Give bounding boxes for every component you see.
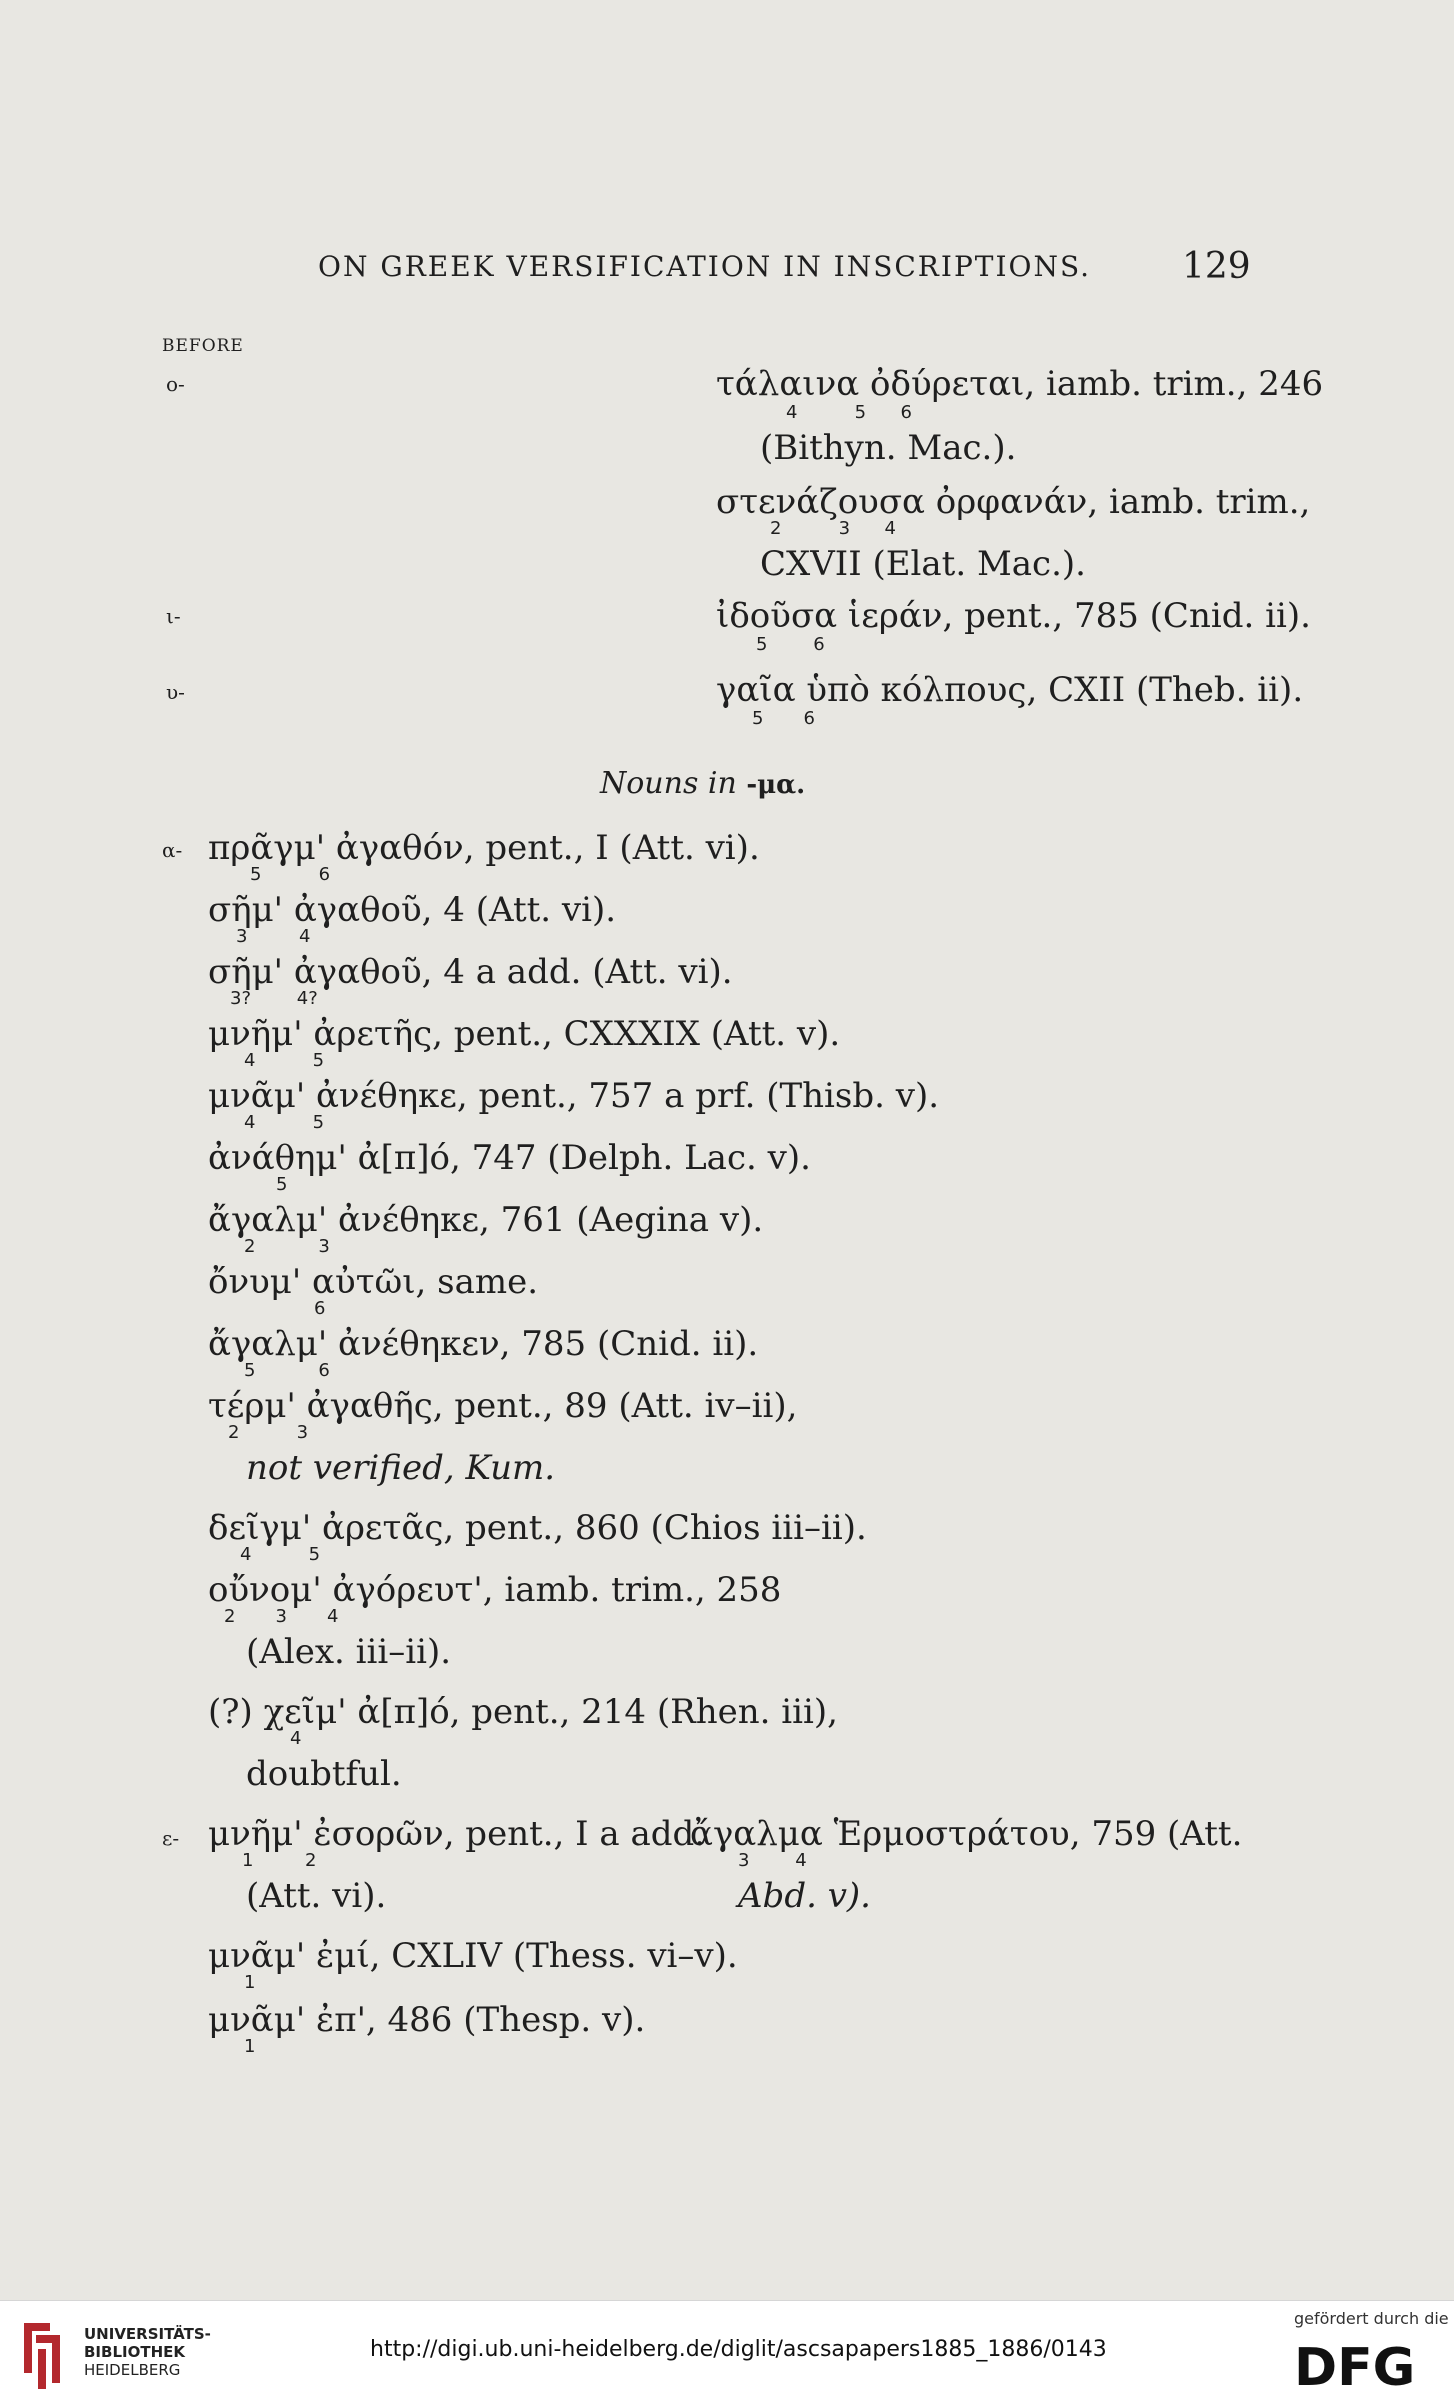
entry-line: τάλαινα ὀδύρεται, iamb. trim., 246 (716, 364, 1324, 404)
syllable-numbers: 4 5 (240, 1544, 321, 1565)
university-library-logo-icon (14, 2313, 74, 2393)
entry-line: ἄγαλμ' ἀνέθηκε, 761 (Aegina v). (208, 1200, 764, 1240)
syllable-numbers: 5 6 (756, 634, 825, 655)
dfg-logo-text: DFG (1294, 2338, 1416, 2395)
library-name-line: UNIVERSITÄTS- (84, 2325, 211, 2343)
syllable-numbers: 1 (244, 1972, 256, 1993)
entry-continuation: (Att. vi). (246, 1876, 387, 1916)
entry-line: ἀνάθημ' ἀ[π]ό, 747 (Delph. Lac. v). (208, 1138, 811, 1178)
entry-line: σῆμ' ἀγαθοῦ, 4 a add. (Att. vi). (208, 952, 733, 992)
entry-line: ἄγαλμα Ἑρμοστράτου, 759 (Att. (690, 1814, 1243, 1854)
entry-line: μνᾶμ' ἀνέθηκε, pent., 757 a prf. (Thisb. v). (208, 1076, 940, 1116)
library-name-line: HEIDELBERG (84, 2361, 181, 2379)
funded-by-label: gefördert durch die (1294, 2309, 1449, 2328)
dfg-logo-icon (1294, 2335, 1444, 2395)
entry-line: μνᾶμ' ἐπ', 486 (Thesp. v). (208, 2000, 646, 2040)
entry-line: γαῖα ὑπὸ κόλπους, CXII (Theb. ii). (716, 670, 1304, 710)
syllable-numbers: 1 2 (242, 1850, 317, 1871)
library-name (84, 2325, 211, 2379)
running-header: ON GREEK VERSIFICATION IN INSCRIPTIONS. (318, 250, 1092, 283)
syllable-numbers: 5 6 (250, 864, 331, 885)
syllable-numbers: 5 (276, 1174, 288, 1195)
entry-line: μνᾶμ' ἐμί, CXLIV (Thess. vi–v). (208, 1936, 738, 1976)
syllable-numbers: 4 5 6 (786, 402, 912, 423)
syllable-numbers: 1 (244, 2036, 256, 2057)
entry-line: οὔνομ' ἀγόρευτ', iamb. trim., 258 (208, 1570, 782, 1610)
viewer-footer (0, 2300, 1454, 2406)
entry-line: ἰδοῦσα ἱεράν, pent., 785 (Cnid. ii). (716, 596, 1311, 636)
vowel-tag-o: o- (166, 372, 185, 396)
syllable-numbers: 3 4 (236, 926, 311, 947)
permalink-url[interactable]: http://digi.ub.uni-heidelberg.de/diglit/ascsapapers1885_1886/0143 (370, 2337, 1107, 2362)
syllable-numbers: 3 4 (738, 1850, 807, 1871)
library-name-line: BIBLIOTHEK (84, 2343, 185, 2361)
vowel-tag-i: ι- (166, 604, 181, 628)
syllable-numbers: 2 3 4 (224, 1606, 339, 1627)
syllable-numbers: 4 5 (244, 1050, 325, 1071)
syllable-numbers: 5 6 (752, 708, 815, 729)
page-number: 129 (1182, 246, 1251, 287)
syllable-numbers: 2 3 (228, 1422, 309, 1443)
before-label: BEFORE (162, 336, 244, 356)
section-heading-suffix: -μα. (746, 770, 806, 800)
entry-line: στενάζουσα ὀρφανάν, iamb. trim., (716, 482, 1311, 522)
vowel-tag-a: α- (162, 838, 183, 862)
entry-line: (?) χεῖμ' ἀ[π]ό, pent., 214 (Rhen. iii), (208, 1692, 838, 1732)
entry-line: δεῖγμ' ἀρετᾶς, pent., 860 (Chios iii–ii). (208, 1508, 867, 1548)
entry-line: ὄνυμ' αὐτῶι, same. (208, 1262, 539, 1302)
entry-line: πρᾶγμ' ἀγαθόν, pent., I (Att. vi). (208, 828, 760, 868)
syllable-numbers: 4 5 (244, 1112, 325, 1133)
entry-continuation: not verified, Kum. (246, 1448, 556, 1488)
entry-continuation: (Bithyn. Mac.). (760, 428, 1017, 468)
section-heading-text: Nouns in (600, 766, 747, 801)
section-heading (600, 766, 805, 801)
entry-continuation: Abd. v). (738, 1876, 871, 1916)
syllable-numbers: 5 6 (244, 1360, 330, 1381)
entry-line: τέρμ' ἀγαθῆς, pent., 89 (Att. iv–ii), (208, 1386, 798, 1426)
entry-line: ἄγαλμ' ἀνέθηκεν, 785 (Cnid. ii). (208, 1324, 759, 1364)
entry-continuation: (Alex. iii–ii). (246, 1632, 452, 1672)
vowel-tag-u: υ- (166, 680, 185, 704)
syllable-numbers: 3? 4? (230, 988, 318, 1009)
entry-line: σῆμ' ἀγαθοῦ, 4 (Att. vi). (208, 890, 617, 930)
entry-line: μνῆμ' ἀρετῆς, pent., CXXXIX (Att. v). (208, 1014, 841, 1054)
entry-continuation: CXVII (Elat. Mac.). (760, 544, 1086, 584)
entry-continuation: doubtful. (246, 1754, 402, 1794)
syllable-numbers: 4 (290, 1728, 302, 1749)
syllable-numbers: 6 (314, 1298, 326, 1319)
syllable-numbers: 2 3 (244, 1236, 330, 1257)
entry-line: μνῆμ' ἐσορῶν, pent., I a add. (208, 1814, 706, 1854)
syllable-numbers: 2 3 4 (770, 518, 896, 539)
vowel-tag-e: ε- (162, 1826, 180, 1850)
